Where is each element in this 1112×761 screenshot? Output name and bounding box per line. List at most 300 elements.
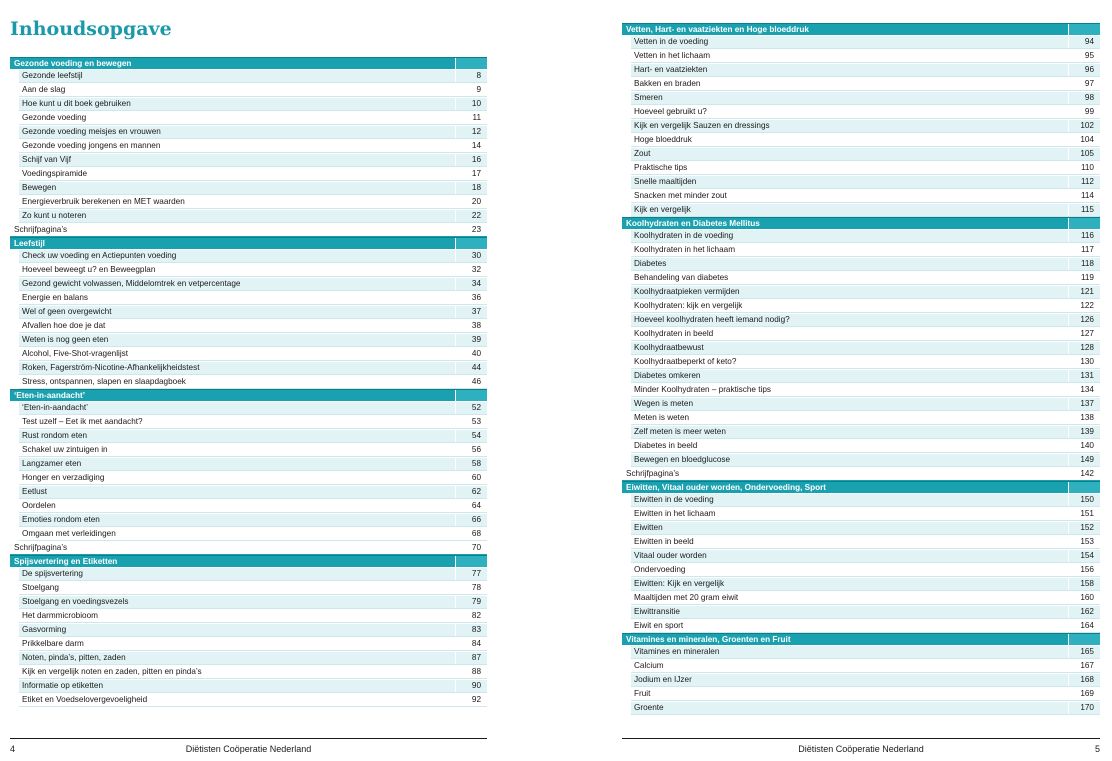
toc-entry[interactable]	[10, 651, 487, 665]
entry-label: Eiwitten in beeld	[634, 537, 694, 546]
entry-label: Eiwitten	[634, 523, 663, 532]
section-header	[10, 57, 487, 69]
entry-label: Etiket en Voedselovergevoeligheid	[22, 695, 148, 704]
entry-label: Vitamines en mineralen	[634, 647, 720, 656]
entry-page-number: 39	[471, 335, 481, 344]
toc-entry[interactable]	[622, 439, 1100, 453]
toc-entry[interactable]	[10, 485, 487, 499]
entry-page-number: 46	[471, 377, 481, 386]
entry-page-number: 96	[1084, 65, 1094, 74]
toc-entry[interactable]	[622, 521, 1100, 535]
toc-entry[interactable]	[10, 361, 487, 375]
toc-entry[interactable]	[10, 305, 487, 319]
entry-label: Ondervoeding	[634, 565, 686, 574]
row-band	[19, 210, 487, 222]
entry-page-number: 12	[471, 127, 481, 136]
entry-label: Bewegen	[22, 183, 57, 192]
entry-label: Wegen is meten	[634, 399, 694, 408]
row-band	[631, 674, 1100, 686]
row-band	[631, 204, 1100, 216]
toc-entry[interactable]	[10, 567, 487, 581]
entry-label: Hoge bloeddruk	[634, 135, 692, 144]
entry-label: Wel of geen overgewicht	[22, 307, 112, 316]
toc-entry[interactable]	[10, 623, 487, 637]
entry-label: Koolhydraten: kijk en vergelijk	[634, 301, 743, 310]
entry-label: Hoeveel koolhydraten heeft iemand nodig?	[634, 315, 790, 324]
entry-page-number: 14	[471, 141, 481, 150]
row-band	[19, 182, 487, 194]
toc-entry[interactable]	[10, 499, 487, 513]
toc-entry[interactable]	[622, 77, 1100, 91]
entry-page-number: 121	[1080, 287, 1094, 296]
entry-page-number: 37	[471, 307, 481, 316]
entry-label: Test uzelf – Eet ik met aandacht?	[22, 417, 143, 426]
toc-entry[interactable]	[10, 263, 487, 277]
toc-entry[interactable]	[10, 609, 487, 623]
entry-page-number: 87	[471, 653, 481, 662]
toc-entry[interactable]	[10, 97, 487, 111]
page-column-header	[1068, 24, 1100, 35]
entry-page-number: 114	[1080, 191, 1094, 200]
toc-left	[10, 57, 487, 707]
entry-page-number: 40	[471, 349, 481, 358]
toc-entry[interactable]	[10, 125, 487, 139]
toc-entry[interactable]	[622, 133, 1100, 147]
row-band	[631, 702, 1100, 714]
toc-note-row[interactable]	[622, 467, 1100, 481]
toc-entry[interactable]	[622, 285, 1100, 299]
entry-label: Kijk en vergelijk Sauzen en dressings	[634, 121, 770, 130]
entry-page-number: 52	[471, 403, 481, 412]
entry-page-number: 38	[471, 321, 481, 330]
toc-entry[interactable]	[10, 527, 487, 541]
toc-entry[interactable]	[10, 665, 487, 679]
toc-entry[interactable]	[622, 243, 1100, 257]
entry-label: Jodium en IJzer	[634, 675, 692, 684]
section-header	[622, 217, 1100, 229]
entry-label: Gezonde voeding	[22, 113, 87, 122]
row-band	[10, 224, 487, 236]
entry-label: Voedingspiramide	[22, 169, 88, 178]
page-column-header	[455, 238, 487, 249]
entry-label: Gezonde leefstijl	[22, 71, 83, 80]
entry-page-number: 90	[471, 681, 481, 690]
entry-label: Meten is weten	[634, 413, 690, 422]
toc-note-row[interactable]	[10, 541, 487, 555]
entry-label: Honger en verzadiging	[22, 473, 105, 482]
entry-page-number: 102	[1080, 121, 1094, 130]
entry-page-number: 70	[471, 543, 481, 552]
entry-page-number: 66	[471, 515, 481, 524]
entry-page-number: 64	[471, 501, 481, 510]
entry-label: Rust rondom eten	[22, 431, 88, 440]
entry-page-number: 23	[471, 225, 481, 234]
entry-page-number: 54	[471, 431, 481, 440]
toc-entry[interactable]	[10, 693, 487, 707]
page-column-header	[1068, 482, 1100, 493]
entry-page-number: 138	[1080, 413, 1094, 422]
entry-page-number: 158	[1080, 579, 1094, 588]
row-band	[631, 176, 1100, 188]
entry-label: Vetten in het lichaam	[634, 51, 711, 60]
toc-note-row[interactable]	[10, 223, 487, 237]
row-rule	[631, 714, 1100, 715]
entry-label: Oordelen	[22, 501, 56, 510]
page-column-header	[1068, 634, 1100, 645]
entry-page-number: 34	[471, 279, 481, 288]
entry-label: Gezonde voeding meisjes en vrouwen	[22, 127, 161, 136]
toc-entry[interactable]	[10, 195, 487, 209]
entry-page-number: 36	[471, 293, 481, 302]
entry-label: Noten, pinda’s, pitten, zaden	[22, 653, 126, 662]
entry-label: Bewegen en bloedglucose	[634, 455, 731, 464]
toc-entry[interactable]	[10, 291, 487, 305]
footer-rule	[10, 738, 487, 739]
toc-entry[interactable]	[622, 257, 1100, 271]
entry-page-number: 131	[1080, 371, 1094, 380]
toc-entry[interactable]	[10, 471, 487, 485]
entry-page-number: 122	[1080, 301, 1094, 310]
toc-entry[interactable]	[622, 411, 1100, 425]
section-title: Koolhydraten en Diabetes Mellitus	[626, 219, 760, 228]
section-header	[10, 555, 487, 567]
toc-entry[interactable]	[10, 415, 487, 429]
toc-entry[interactable]	[622, 229, 1100, 243]
entry-page-number: 118	[1080, 259, 1094, 268]
entry-page-number: 160	[1080, 593, 1094, 602]
section-header	[622, 633, 1100, 645]
entry-label: Eiwitten: Kijk en vergelijk	[634, 579, 725, 588]
entry-page-number: 126	[1080, 315, 1094, 324]
entry-label: Check uw voeding en Actiepunten voeding	[22, 251, 177, 260]
row-band	[19, 500, 487, 512]
toc-entry[interactable]	[622, 701, 1100, 715]
entry-label: Praktische tips	[634, 163, 688, 172]
row-band	[631, 258, 1100, 270]
entry-page-number: 17	[471, 169, 481, 178]
entry-page-number: 117	[1080, 245, 1094, 254]
entry-page-number: 142	[1080, 469, 1094, 478]
entry-label: Smeren	[634, 93, 663, 102]
entry-page-number: 170	[1080, 703, 1094, 712]
entry-page-number: 94	[1084, 37, 1094, 46]
entry-label: Eetlust	[22, 487, 48, 496]
row-band	[19, 430, 487, 442]
row-band	[19, 458, 487, 470]
toc-entry[interactable]	[622, 425, 1100, 439]
toc-entry[interactable]	[622, 369, 1100, 383]
toc-entry[interactable]	[622, 645, 1100, 659]
entry-page-number: 11	[472, 113, 481, 122]
toc-entry[interactable]	[10, 277, 487, 291]
entry-label: Kijk en vergelijk noten en zaden, pitten en pinda’s	[22, 667, 202, 676]
page-number: 4	[10, 744, 16, 754]
toc-entry[interactable]	[622, 397, 1100, 411]
toc-entry[interactable]	[10, 637, 487, 651]
entry-page-number: 153	[1080, 537, 1094, 546]
toc-entry[interactable]	[10, 167, 487, 181]
toc-entry[interactable]	[10, 581, 487, 595]
toc-entry[interactable]	[622, 313, 1100, 327]
entry-page-number: 32	[471, 265, 481, 274]
entry-label: Fruit	[634, 689, 651, 698]
entry-label: Bakken en braden	[634, 79, 701, 88]
section-title: Vetten, Hart- en vaatziekten en Hoge bloeddruk	[626, 25, 809, 34]
page-column-header	[455, 390, 487, 401]
entry-page-number: 168	[1080, 675, 1094, 684]
toc-entry[interactable]	[10, 333, 487, 347]
toc-entry[interactable]	[622, 147, 1100, 161]
entry-page-number: 62	[471, 487, 481, 496]
entry-page-number: 79	[471, 597, 481, 606]
entry-page-number: 58	[471, 459, 481, 468]
toc-entry[interactable]	[622, 687, 1100, 701]
entry-page-number: 104	[1080, 135, 1094, 144]
row-band	[19, 402, 487, 414]
toc-entry[interactable]	[10, 319, 487, 333]
entry-page-number: 116	[1080, 231, 1094, 240]
section-title: Gezonde voeding en bewegen	[14, 59, 132, 68]
entry-label: Vetten in de voeding	[634, 37, 709, 46]
toc-entry[interactable]	[622, 605, 1100, 619]
toc-entry[interactable]	[622, 563, 1100, 577]
row-band	[631, 688, 1100, 700]
toc-entry[interactable]	[622, 105, 1100, 119]
row-band	[19, 582, 487, 594]
toc-entry[interactable]	[622, 271, 1100, 285]
toc-entry[interactable]	[10, 513, 487, 527]
entry-label: Vitaal ouder worden	[634, 551, 707, 560]
entry-label: Eiwitten in het lichaam	[634, 509, 716, 518]
entry-page-number: 60	[471, 473, 481, 482]
toc-entry[interactable]	[622, 189, 1100, 203]
section-title: ‘Eten-in-aandacht’	[14, 391, 85, 400]
toc-entry[interactable]	[622, 355, 1100, 369]
entry-page-number: 16	[471, 155, 481, 164]
entry-label: Energie en balans	[22, 293, 89, 302]
section-header	[622, 23, 1100, 35]
entry-page-number: 127	[1080, 329, 1094, 338]
row-band	[631, 148, 1100, 160]
entry-label: Hoeveel gebruikt u?	[634, 107, 707, 116]
entry-page-number: 110	[1080, 163, 1094, 172]
row-band	[631, 78, 1100, 90]
section-title: Spijsvertering en Etiketten	[14, 557, 118, 566]
toc-entry[interactable]	[622, 659, 1100, 673]
entry-page-number: 134	[1080, 385, 1094, 394]
toc-entry[interactable]	[622, 383, 1100, 397]
entry-page-number: 169	[1080, 689, 1094, 698]
entry-page-number: 44	[471, 363, 481, 372]
entry-page-number: 112	[1080, 177, 1094, 186]
toc-entry[interactable]	[10, 111, 487, 125]
row-band	[19, 70, 487, 82]
entry-label: Zout	[634, 149, 651, 158]
entry-page-number: 99	[1084, 107, 1094, 116]
entry-label: Schrijfpagina’s	[626, 469, 680, 478]
toc-entry[interactable]	[622, 327, 1100, 341]
row-band	[19, 168, 487, 180]
page-number: 5	[1094, 744, 1100, 754]
page-column-header	[455, 556, 487, 567]
entry-label: Energieverbruik berekenen en MET waarden	[22, 197, 185, 206]
toc-entry[interactable]	[622, 341, 1100, 355]
entry-page-number: 97	[1084, 79, 1094, 88]
toc-entry[interactable]	[10, 679, 487, 693]
toc-entry[interactable]	[622, 507, 1100, 521]
entry-page-number: 152	[1080, 523, 1094, 532]
entry-page-number: 119	[1080, 273, 1094, 282]
row-band	[631, 564, 1100, 576]
row-band	[19, 486, 487, 498]
entry-page-number: 167	[1080, 661, 1094, 670]
entry-label: Minder Koolhydraten – praktische tips	[634, 385, 771, 394]
toc-entry[interactable]	[10, 209, 487, 223]
row-band	[19, 154, 487, 166]
entry-page-number: 151	[1080, 509, 1094, 518]
toc-entry[interactable]	[10, 83, 487, 97]
entry-label: Schrijfpagina’s	[14, 543, 68, 552]
row-band	[631, 522, 1100, 534]
row-band	[631, 92, 1100, 104]
toc-entry[interactable]	[622, 91, 1100, 105]
row-band	[631, 620, 1100, 632]
entry-label: Snacken met minder zout	[634, 191, 727, 200]
toc-entry[interactable]	[622, 299, 1100, 313]
entry-label: Weten is nog geen eten	[22, 335, 109, 344]
row-band	[631, 606, 1100, 618]
entry-label: Behandeling van diabetes	[634, 273, 729, 282]
entry-page-number: 78	[471, 583, 481, 592]
toc-entry[interactable]	[10, 401, 487, 415]
entry-label: De spijsvertering	[22, 569, 83, 578]
entry-label: Maaltijden met 20 gram eiwit	[634, 593, 739, 602]
toc-entry[interactable]	[10, 429, 487, 443]
toc-entry[interactable]	[622, 549, 1100, 563]
entry-page-number: 156	[1080, 565, 1094, 574]
entry-label: Hart- en vaatziekten	[634, 65, 708, 74]
entry-label: Roken, Fagerström-Nicotine-Afhankelijkheidstest	[22, 363, 200, 372]
row-band	[631, 134, 1100, 146]
toc-entry[interactable]	[622, 119, 1100, 133]
entry-label: Koolhydraten in beeld	[634, 329, 714, 338]
entry-page-number: 115	[1080, 205, 1094, 214]
entry-label: ‘Eten-in-aandacht’	[22, 403, 88, 412]
section-header	[10, 389, 487, 401]
toc-entry[interactable]	[10, 139, 487, 153]
entry-label: Calcium	[634, 661, 664, 670]
entry-page-number: 77	[471, 569, 481, 578]
toc-entry[interactable]	[622, 591, 1100, 605]
entry-label: Koolhydraten in de voeding	[634, 231, 734, 240]
entry-label: Diabetes in beeld	[634, 441, 698, 450]
toc-entry[interactable]	[622, 175, 1100, 189]
toc-right	[622, 23, 1100, 715]
toc-entry[interactable]	[622, 203, 1100, 217]
entry-page-number: 150	[1080, 495, 1094, 504]
section-title: Leefstijl	[14, 239, 45, 248]
toc-entry[interactable]	[622, 49, 1100, 63]
entry-page-number: 30	[471, 251, 481, 260]
entry-label: Snelle maaltijden	[634, 177, 697, 186]
entry-page-number: 137	[1080, 399, 1094, 408]
entry-page-number: 88	[471, 667, 481, 676]
section-title: Eiwitten, Vitaal ouder worden, Ondervoeding, Sport	[626, 483, 827, 492]
row-band	[631, 162, 1100, 174]
toc-entry[interactable]	[622, 63, 1100, 77]
toc-entry[interactable]	[10, 69, 487, 83]
row-band	[19, 568, 487, 580]
entry-page-number: 139	[1080, 427, 1094, 436]
row-band	[631, 536, 1100, 548]
entry-page-number: 154	[1080, 551, 1094, 560]
page-cell	[455, 112, 487, 124]
entry-label: Schakel uw zintuigen in	[22, 445, 108, 454]
toc-entry[interactable]	[10, 443, 487, 457]
entry-label: Langzamer eten	[22, 459, 82, 468]
entry-label: Omgaan met verleidingen	[22, 529, 116, 538]
entry-page-number: 165	[1080, 647, 1094, 656]
toc-entry[interactable]	[622, 493, 1100, 507]
toc-entry[interactable]	[622, 535, 1100, 549]
entry-label: Koolhydraatbewust	[634, 343, 704, 352]
toc-entry[interactable]	[622, 453, 1100, 467]
toc-entry[interactable]	[622, 673, 1100, 687]
entry-page-number: 92	[471, 695, 481, 704]
row-band	[10, 542, 487, 554]
entry-page-number: 95	[1084, 51, 1094, 60]
entry-page-number: 68	[471, 529, 481, 538]
toc-entry[interactable]	[10, 457, 487, 471]
entry-label: Eiwit en sport	[634, 621, 684, 630]
entry-label: Stress, ontspannen, slapen en slaapdagboek	[22, 377, 186, 386]
toc-entry[interactable]	[10, 181, 487, 195]
entry-label: Groente	[634, 703, 664, 712]
toc-entry[interactable]	[10, 595, 487, 609]
entry-label: Zelf meten is meer weten	[634, 427, 726, 436]
toc-entry[interactable]	[622, 577, 1100, 591]
entry-label: Koolhydraten in het lichaam	[634, 245, 736, 254]
entry-label: Eiwittransitie	[634, 607, 680, 616]
entry-page-number: 9	[476, 85, 481, 94]
section-title: Vitamines en mineralen, Groenten en Fruit	[626, 635, 791, 644]
toc-entry[interactable]	[10, 347, 487, 361]
toc-entry[interactable]	[10, 153, 487, 167]
toc-entry[interactable]	[622, 35, 1100, 49]
entry-page-number: 164	[1080, 621, 1094, 630]
entry-label: Koolhydraatpieken vermijden	[634, 287, 740, 296]
page-cell	[455, 70, 487, 82]
row-band	[631, 440, 1100, 452]
entry-page-number: 53	[471, 417, 481, 426]
entry-label: Eiwitten in de voeding	[634, 495, 714, 504]
footer-rule	[622, 738, 1100, 739]
toc-entry[interactable]	[622, 161, 1100, 175]
entry-label: Gasvorming	[22, 625, 67, 634]
entry-label: Hoe kunt u dit boek gebruiken	[22, 99, 131, 108]
footer-publisher: Diëtisten Coöperatie Nederland	[185, 744, 312, 754]
entry-label: Koolhydraatbeperkt of keto?	[634, 357, 737, 366]
entry-label: Diabetes	[634, 259, 667, 268]
entry-page-number: 149	[1080, 455, 1094, 464]
row-band	[19, 292, 487, 304]
entry-label: Stoelgang	[22, 583, 59, 592]
toc-entry[interactable]	[622, 619, 1100, 633]
entry-page-number: 140	[1080, 441, 1094, 450]
toc-entry[interactable]	[10, 375, 487, 389]
entry-page-number: 84	[471, 639, 481, 648]
toc-entry[interactable]	[10, 249, 487, 263]
